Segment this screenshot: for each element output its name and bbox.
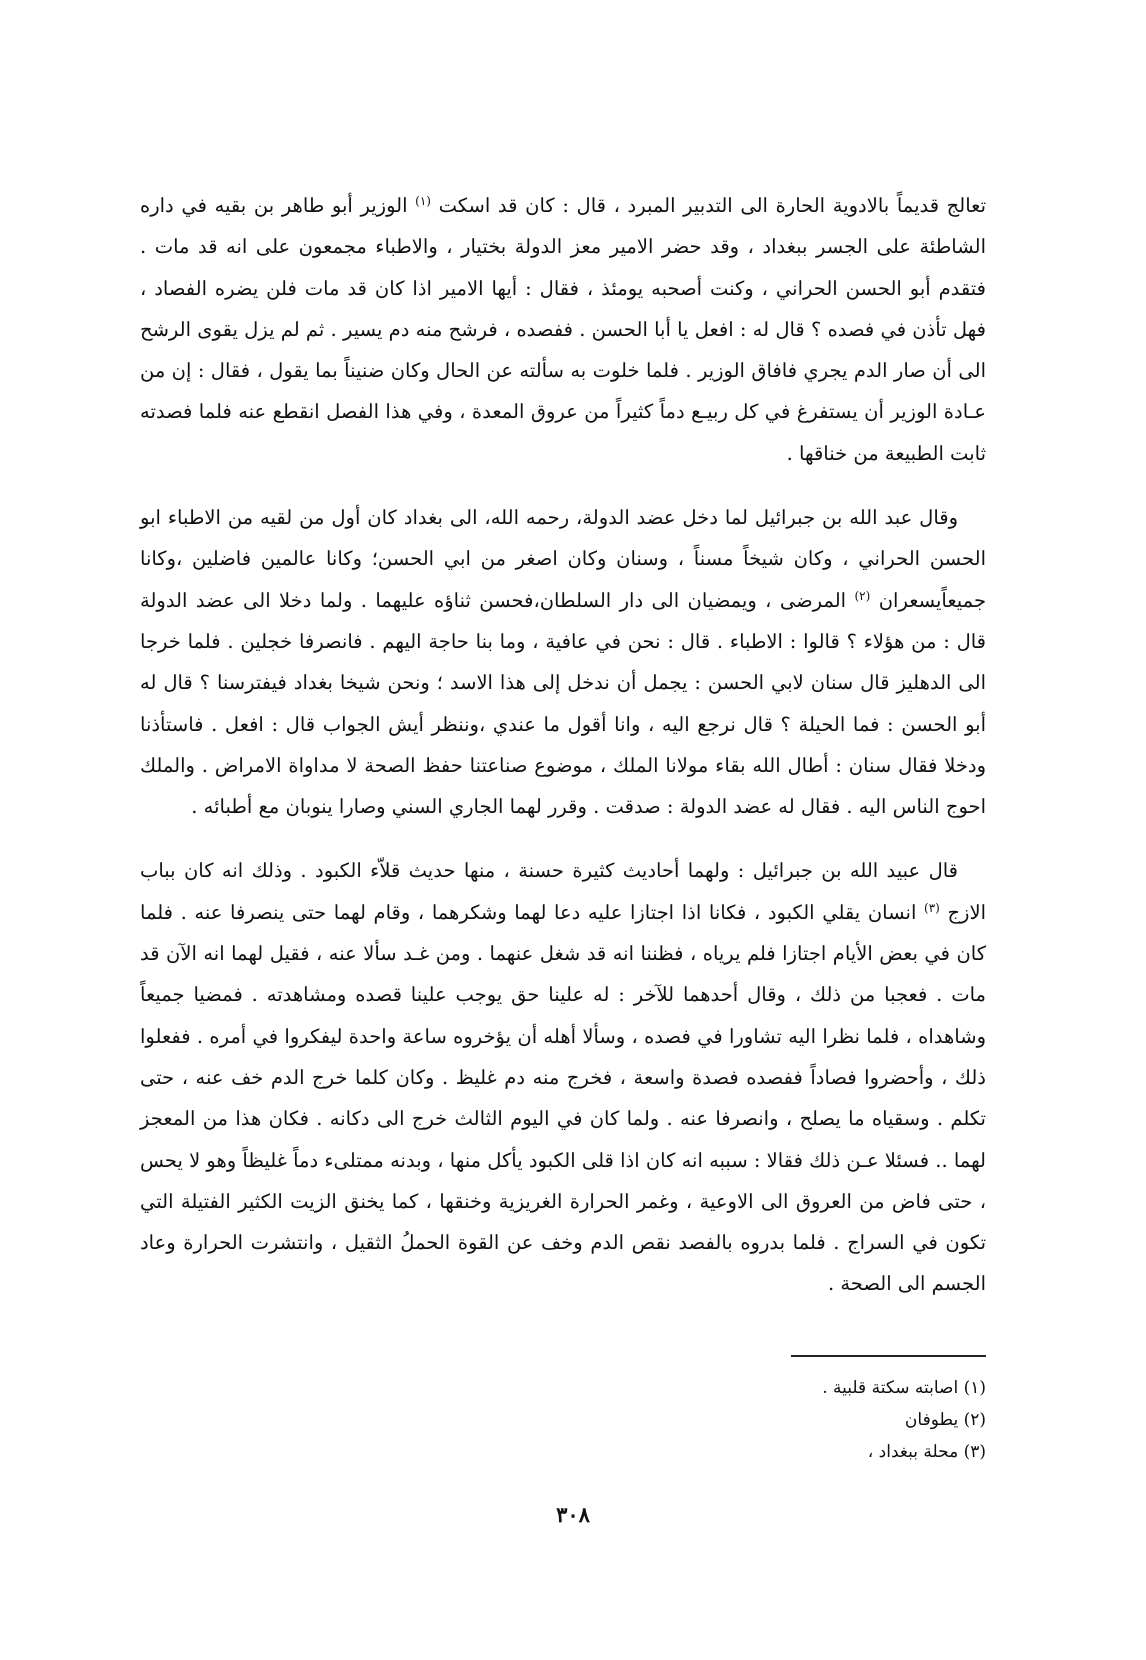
page-number: ٣٠٨ (556, 1502, 590, 1527)
footnote-2: (٢) يطوفان (904, 1410, 986, 1430)
footnote-divider (791, 1355, 986, 1357)
footnote-3: (٣) محلة ببغداد ، (867, 1442, 986, 1462)
footnotes (566, 1372, 986, 1468)
paragraph-1: تعالج قديماً بالادوية الحارة الى التدبير المبرد ، قال : كان قد اسكت $^{(١)}$ الوزير أبو طاهر بن بقيه في داره الشاطئة على الجسر ببغداد ، وقد حضر الامير معز الدولة بختيار ، والاطباء مجمعون على انه قد مات . فتقدم أبو الحسن الحراني ، وكنت أصحبه يومئذ ، فقال : أيها الامير اذا كان قد مات فلن يضره الفصاد ، فهل تأذن في فصده ؟ قال له : افعل يا أبا الحسن . ففصده ، فرشح منه دم يسير . ثم لم يزل يقوى الرشح الى أن صار الدم يجري فافاق الوزير . فلما خلوت به سألته عن الحال وكان ضنيناً بما يقول ، فقال : إن من عـادة الوزير أن يستفرغ في كل ربيـع دماً كثيراً من عروق المعدة ، وفي هذا الفصل انقطع عنه فلما فصدته ثابت الطبيعة من خناقها . (140, 194, 986, 465)
footnote-marker-2: (٢) (854, 588, 871, 603)
footnote-marker-3: (٣) (924, 900, 940, 915)
footnote-1: (١) اصابته سكتة قلبية . (822, 1378, 986, 1398)
footnote-marker-1: (١) (415, 194, 431, 208)
paragraph-3: قال عبيد الله بن جبرائيل : ولهما أحاديث كثيرة حسنة ، منها حديث قلاّء الكبود . وذلك انه كان بباب الازج $^{(٣)}$ انسان يقلي الكبود ، فكانا اذا اجتازا عليه دعا لهما وشكرهما ، وقام لهما حتى ينصرفا عنه . فلما كان في بعض الأيام اجتازا فلم يرياه ، فظننا انه قد شغل عنهما . ومن غـد سألا عنه ، فقيل لهما انه الآن قد مات . فعجبا من ذلك ، وقال أحدهما للآخر : له علينا حق يوجب علينا قصده ومشاهدته . فمضيا جميعاً وشاهداه ، فلما نظرا اليه تشاورا في فصده ، وسألا أهله أن يؤخروه ساعة واحدة ليفكروا في أمره . ففعلوا ذلك ، وأحضروا فصاداً ففصده فصدة واسعة ، فخرج منه دم غليظ . وكان كلما خرج الدم خف عنه ، حتى تكلم . وسقياه ما يصلح ، وانصرفا عنه . ولما كان في اليوم الثالث خرج الى دكانه . فكان هذا من المعجز لهما .. فسئلا عـن ذلك فقالا : سببه انه كان اذا قلى الكبود يأكل منها ، وبدنه ممتلىء دماً غليظاً وهو لا يحس ، حتى فاض من العروق الى الاوعية ، وغمر الحرارة الغريزية وخنقها ، كما يخنق الزيت الكثير الفتيلة التي تكون في السراج . فلما بدروه بالفصد نقص الدم وخف عن القوة الحملُ الثقيل ، وانتشرت الحرارة وعاد الجسم الى الصحة . (140, 859, 987, 1296)
main-text (140, 185, 986, 1305)
paragraph-2: وقال عبد الله بن جبرائيل لما دخل عضد الدولة، رحمه الله، الى بغداد كان أول من لقيه من الاطباء ابو الحسن الحراني ، وكان شيخاً مسناً ، وسنان وكان اصغر من ابي الحسن؛ وكانا عالمين فاضلين ،وكانا جميعاًيسعران $^{(٢)}$ المرضى ، ويمضيان الى دار السلطان،فحسن ثناؤه عليهما . ولما دخلا الى عضد الدولة قال : من هؤلاء ؟ قالوا : الاطباء . قال : نحن في عافية ، وما بنا حاجة اليهم . فانصرفا خجلين . فلما خرجا الى الدهليز قال سنان لابي الحسن : يجمل أن ندخل إلى هذا الاسد ؛ ونحن شيخا بغداد فيفترسنا ؟ قال له أبو الحسن : فما الحيلة ؟ قال نرجع اليه ، وانا أقول ما عندي ،وننظر أيش الجواب قال : افعل . فاستأذنا ودخلا فقال سنان : أطال الله بقاء مولانا الملك ، موضوع صناعتنا حفظ الصحة لا مداواة الامراض . والملك احوج الناس اليه . فقال له عضد الدولة : صدقت . وقرر لهما الجاري السني وصارا ينوبان مع أطبائه . (140, 506, 986, 819)
